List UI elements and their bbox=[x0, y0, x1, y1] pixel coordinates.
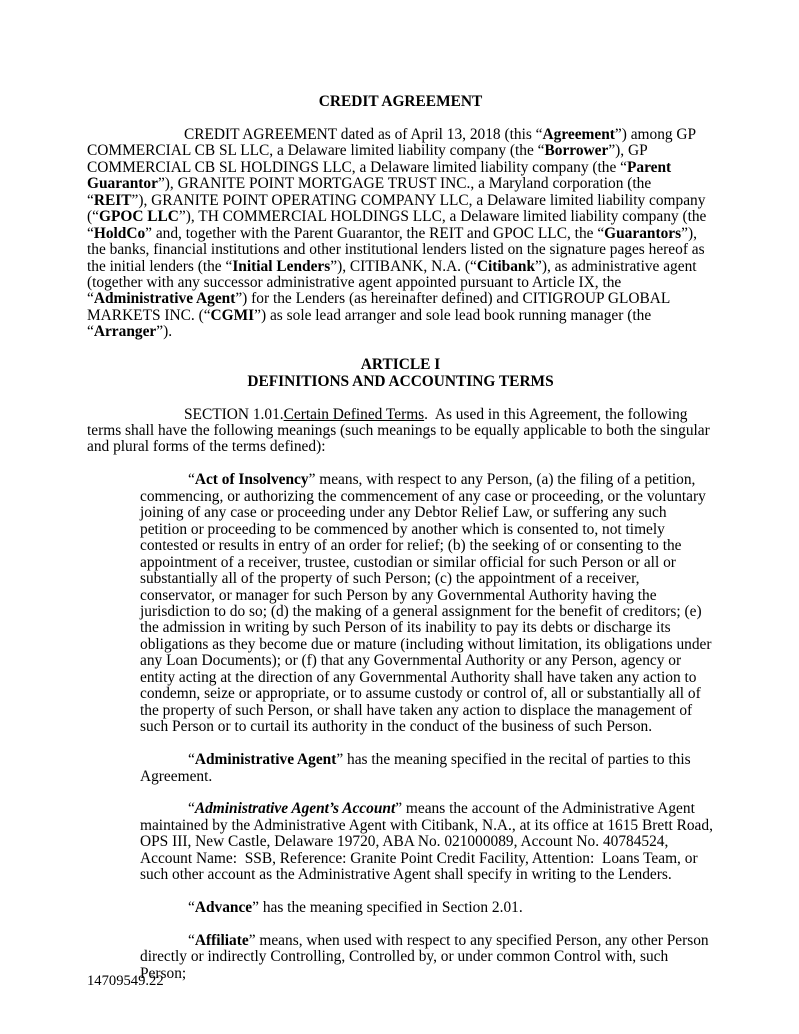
article-heading: ARTICLE I bbox=[360, 356, 441, 374]
definition-act-of-insolvency: “Act of Insolvency” means, with respect to any Person, (a) the filing of a petition, commencing, or authorizing the commencement of any case or proceeding, or the voluntary joining of any case or proceeding under any Debtor Relief Law, or suffering any such petition or proceeding to be commenced by another which is consented to, not timely contested or results in entry of an order for relief; (b) the seeking of or consenting to the appointment of a receiver, trustee, custodian or similar official for such Person or all or substantially all of the property of such Person; (c) the appointment of a receiver, conservator, or manager for such Person by any Governmental Authority having the jurisdiction to do so; (d) the making of a general assignment for the benefit of creditors; (e) the admission in writing by such Person of its inability to pay its debts or discharge its obligations as they become due or mature (including without limitation, its obligations under any Loan Documents); or (f) that any Governmental Authority or any Person, agency or entity acting at the direction of any Governmental Authority shall have taken any action to condemn, seize or appropriate, or to assume custody or control of, all or substantially all of the property of such Person, or shall have taken any action to displace the management of such Person or to curtail its authority in the conduct of the business of such Person. bbox=[140, 471, 716, 736]
definition-affiliate: “Affiliate” means, when used with respect to any specified Person, any other Person directly or indirectly Controlling, Controlled by, or under common Control with, such Person; bbox=[140, 931, 713, 982]
intro-paragraph: CREDIT AGREEMENT dated as of April 13, 2018 (this “Agreement”) among GP COMMERCIAL CB SL LLC, a Delaware limited liability company (the “Borrower”), GP COMMERCIAL CB SL HOLDINGS LLC, a Delaware limited liability company (the “Parent Guarantor”), GRANITE POINT MORTGAGE TRUST INC., a Maryland corporation (the “REIT”), GRANITE POINT OPERATING COMPANY LLC, a Delaware limited liability company (“GPOC LLC”), TH COMMERCIAL HOLDINGS LLC, a Delaware limited liability company (the “HoldCo” and, together with the Parent Guarantor, the REIT and GPOC LLC, the “Guarantors”), the banks, financial institutions and other institutional lenders listed on the signature pages hereof as the initial lenders (the “Initial Lenders”), CITIBANK, N.A. (“Citibank”), as administrative agent (together with any successor administrative agent appointed pursuant to Article IX, the “Administrative Agent”) for the Lenders (as hereinafter defined) and CITIGROUP GLOBAL MARKETS INC. (“CGMI”) as sole lead arranger and sole lead book running manager (the “Arranger”). bbox=[87, 125, 711, 341]
definition-advance: “Advance” has the meaning specified in Section 2.01. bbox=[188, 899, 523, 917]
document-title: CREDIT AGREEMENT bbox=[318, 93, 483, 110]
section-1-01-paragraph: SECTION 1.01.Certain Defined Terms. As used in this Agreement, the following terms shall have the following meanings (such meanings to be equally applicable to both the singular and plural forms of the terms defined): bbox=[87, 405, 714, 456]
article-subheading: DEFINITIONS AND ACCOUNTING TERMS bbox=[247, 372, 554, 390]
document-page bbox=[87, 93, 717, 999]
definition-administrative-agent: “Administrative Agent” has the meaning specified in the recital of parties to this Agreement. bbox=[140, 751, 694, 785]
footer-document-number: 14709549.22 bbox=[87, 973, 164, 989]
definition-administrative-agents-account: “Administrative Agent’s Account” means the account of the Administrative Agent maintained by the Administrative Agent with Citibank, N.A., at its office at 1615 Brett Road, OPS III, New Castle, Delaware 19720, ABA No. 021000089, Account No. 40784524, Account Name: SSB, Reference: Granite Point Credit Facility, Attention: Loans Team, or such other account as the Administrative Agent shall specify in writing to the Lenders. bbox=[140, 800, 717, 884]
